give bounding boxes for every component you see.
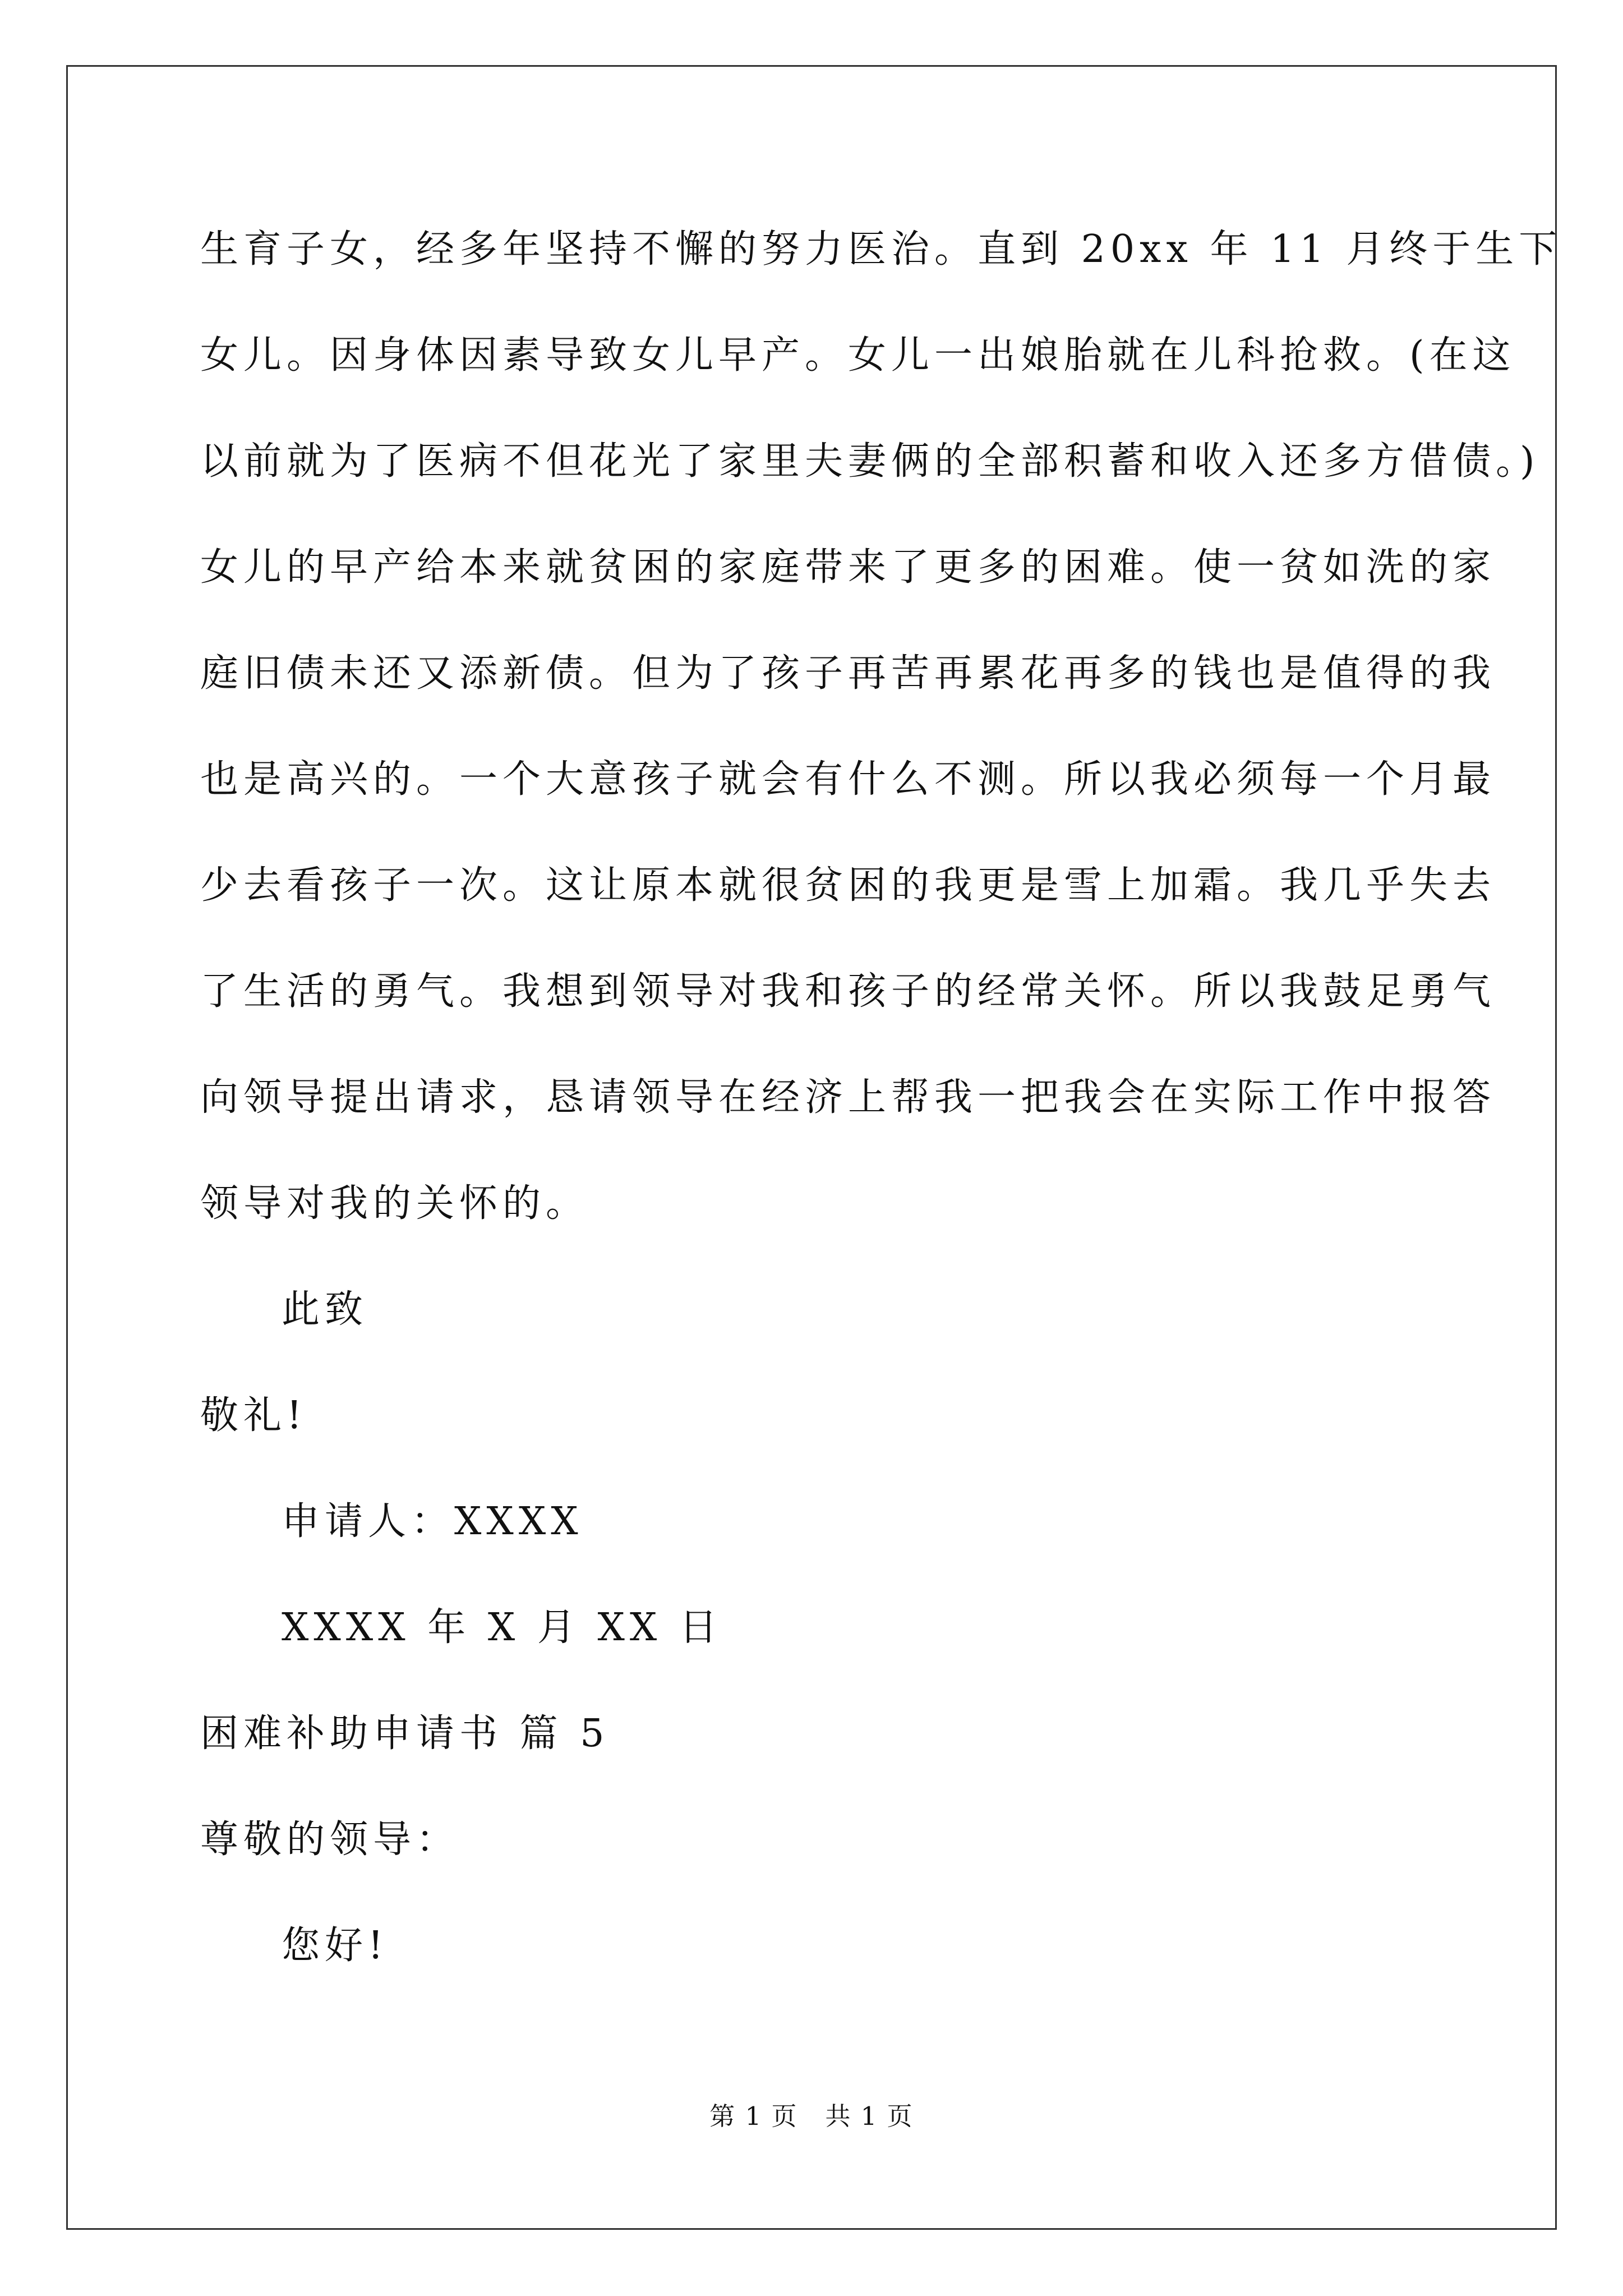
body-line: 了生活的勇气。我想到领导对我和孩子的经常关怀。所以我鼓足勇气	[200, 969, 1496, 1014]
signature-date: XXXX 年 X 月 XX 日	[282, 1605, 722, 1650]
body-line: 女儿的早产给本来就贫困的家庭带来了更多的困难。使一贫如洗的家	[200, 545, 1496, 590]
document-body	[200, 219, 1562, 2021]
greeting-text: 尊敬的领导：	[200, 1818, 460, 1862]
section-title: 困难补助申请书 篇 5	[200, 1711, 610, 1756]
salute-text: 敬礼!	[200, 1393, 307, 1438]
hello-text: 您好!	[282, 1924, 389, 1968]
body-line: 领导对我的关怀的。	[200, 1181, 589, 1226]
page-footer: 第 1 页 共 1 页	[709, 2101, 914, 2131]
body-line: 女儿。因身体因素导致女儿早产。女儿一出娘胎就在儿科抢救。(在这	[200, 333, 1516, 378]
body-line: 向领导提出请求，恳请领导在经济上帮我一把我会在实际工作中报答	[200, 1075, 1496, 1120]
body-line: 以前就为了医病不但花光了家里夫妻俩的全部积蓄和收入还多方借债。)	[200, 439, 1540, 484]
body-line: 庭旧债未还又添新债。但为了孩子再苦再累花再多的钱也是值得的我	[200, 651, 1496, 696]
body-line: 少去看孩子一次。这让原本就很贫困的我更是雪上加霜。我几乎失去	[200, 863, 1496, 908]
body-line: 生育子女，经多年坚持不懈的努力医治。直到 20xx 年 11 月终于生下	[200, 227, 1562, 272]
closing-text: 此致	[282, 1287, 368, 1332]
applicant-signature: 申请人：XXXX	[282, 1499, 583, 1544]
body-line: 也是高兴的。一个大意孩子就会有什么不测。所以我必须每一个月最	[200, 757, 1496, 802]
